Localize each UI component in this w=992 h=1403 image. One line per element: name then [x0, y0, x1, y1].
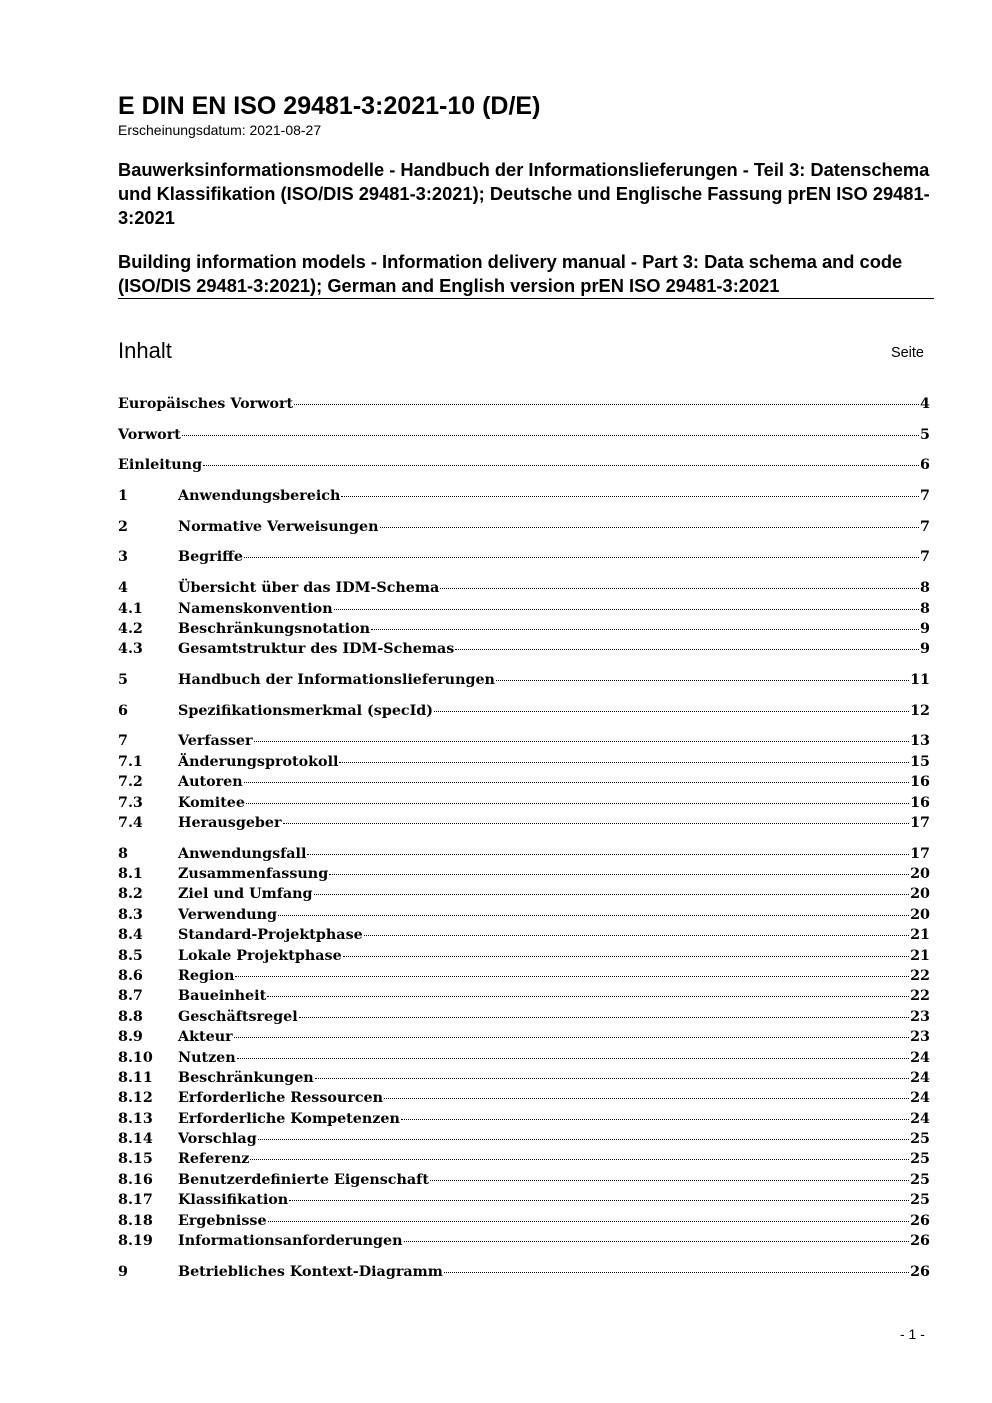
toc-entry-page: 24: [910, 1069, 930, 1086]
toc-entry-page: 26: [910, 1212, 930, 1229]
toc-entry-number: 8.10: [118, 1049, 153, 1066]
toc-dot-leader: [268, 1221, 910, 1222]
toc-entry-label[interactable]: Beschränkungsnotation: [178, 620, 371, 637]
toc-entry-label[interactable]: Komitee: [178, 794, 246, 811]
toc-entry-label[interactable]: Vorwort: [118, 426, 181, 443]
toc-dot-leader: [343, 956, 909, 957]
toc-entry-label[interactable]: Klassifikation: [178, 1192, 289, 1209]
toc-entry-page: 8: [920, 600, 930, 617]
toc-dot-leader: [401, 1119, 909, 1120]
toc-entry-number: 8.4: [118, 927, 143, 944]
toc-entry[interactable]: [118, 1129, 930, 1149]
toc-entry-page: 21: [910, 947, 930, 964]
toc-entry[interactable]: [118, 966, 930, 986]
toc-entry-label[interactable]: Akteur: [178, 1029, 233, 1046]
toc-entry-page: 25: [910, 1131, 930, 1148]
toc-page-column-label: Seite: [890, 345, 924, 361]
toc-entry-label[interactable]: Erforderliche Kompetenzen: [178, 1110, 400, 1127]
toc-entry-number: 3: [118, 549, 128, 566]
toc-entry-page: 5: [920, 426, 930, 443]
toc-entry-number: 8.11: [118, 1069, 153, 1086]
toc-entry[interactable]: [118, 844, 930, 864]
toc-entry-page: 22: [910, 967, 930, 984]
toc-entry[interactable]: [118, 455, 930, 475]
toc-dot-leader: [246, 803, 909, 804]
toc-dot-leader: [289, 1200, 909, 1201]
document-id-title: E DIN EN ISO 29481-3:2021-10 (D/E): [118, 92, 541, 120]
toc-entry-page: 17: [910, 814, 930, 831]
toc-entry[interactable]: [118, 731, 930, 751]
toc-dot-leader: [384, 1098, 909, 1099]
toc-entry-number: 5: [118, 671, 128, 688]
toc-entry-number: 8.7: [118, 988, 143, 1005]
toc-entry[interactable]: [118, 884, 930, 904]
toc-entry-page: 15: [910, 753, 930, 770]
toc-entry-number: 8.9: [118, 1029, 143, 1046]
toc-dot-leader: [283, 823, 910, 824]
toc-entry[interactable]: [118, 1088, 930, 1108]
toc-entry-page: 7: [920, 488, 930, 505]
toc-dot-leader: [258, 1139, 909, 1140]
toc-entry-label[interactable]: Ergebnisse: [178, 1212, 267, 1229]
toc-entry-page: 25: [910, 1192, 930, 1209]
toc-entry-number: 8.14: [118, 1131, 153, 1148]
toc-entry-label[interactable]: Referenz: [178, 1151, 250, 1168]
toc-entry-label[interactable]: Einleitung: [118, 457, 203, 474]
toc-entry-label[interactable]: Europäisches Vorwort: [118, 396, 294, 412]
toc-dot-leader: [299, 1017, 909, 1018]
toc-entry-page: 9: [920, 641, 930, 658]
toc-entry[interactable]: [118, 1190, 930, 1210]
toc-entry[interactable]: [118, 619, 930, 639]
toc-entry-page: 6: [920, 457, 930, 474]
toc-entry-number: 8.3: [118, 906, 143, 923]
toc-entry-label[interactable]: Verwendung: [178, 906, 277, 923]
toc-entry-label[interactable]: Lokale Projektphase: [178, 947, 342, 964]
toc-entry[interactable]: [118, 864, 930, 884]
toc-dot-leader: [455, 649, 919, 650]
toc-entry-number: 8.17: [118, 1192, 153, 1209]
toc-entry-page: 11: [910, 671, 930, 688]
toc-entry[interactable]: [118, 1048, 930, 1068]
toc-entry-page: 24: [910, 1110, 930, 1127]
toc-entry[interactable]: [118, 925, 930, 945]
toc-entry-number: 4.3: [118, 641, 143, 658]
toc-dot-leader: [329, 874, 909, 875]
toc-entry-page: 12: [910, 702, 930, 719]
toc-entry-number: 8.2: [118, 886, 143, 903]
toc-entry-label[interactable]: Beschränkungen: [178, 1069, 314, 1086]
toc-entry-number: 8.16: [118, 1171, 153, 1188]
toc-entry[interactable]: [118, 1149, 930, 1169]
toc-entry-page: 16: [910, 774, 930, 791]
toc-entry-page: 4: [920, 396, 930, 412]
toc-entry[interactable]: [118, 1068, 930, 1088]
toc-entry-page: 20: [910, 906, 930, 923]
toc-entry-page: 7: [920, 518, 930, 535]
toc-dot-leader: [182, 435, 919, 436]
toc-dot-leader: [444, 1272, 909, 1273]
toc-entry-label[interactable]: Übersicht über das IDM-Schema: [178, 580, 440, 597]
toc-entry-page: 22: [910, 988, 930, 1005]
toc-dot-leader: [380, 527, 920, 528]
toc-dot-leader: [267, 996, 909, 997]
toc-dot-leader: [434, 711, 909, 712]
toc-entry-page: 20: [910, 866, 930, 882]
toc-entry-number: 4.2: [118, 620, 143, 637]
title-divider: [118, 298, 934, 299]
toc-entry[interactable]: [118, 946, 930, 966]
toc-dot-leader: [496, 680, 909, 681]
toc-entry-page: 24: [910, 1090, 930, 1107]
toc-entry-label[interactable]: Nutzen: [178, 1049, 236, 1066]
toc-entry-label[interactable]: Ziel und Umfang: [178, 886, 313, 903]
toc-entry-page: 25: [910, 1171, 930, 1188]
toc-entry-number: 7.2: [118, 774, 143, 791]
toc-dot-leader: [371, 629, 919, 630]
toc-entry[interactable]: [118, 1109, 930, 1129]
toc-entry[interactable]: [118, 905, 930, 925]
toc-entry-number: 9: [118, 1263, 128, 1280]
toc-entry[interactable]: [118, 486, 930, 506]
german-title: Bauwerksinformationsmodelle - Handbuch der Informationslieferungen - Teil 3: Datenschema und Klassifikation (ISO/DIS 29481-3:2021); Deutsche und Englische Fassung prEN ISO 29481-3:2021: [118, 159, 930, 228]
toc-entry-number: 8.18: [118, 1212, 153, 1229]
toc-entry-label[interactable]: Begriffe: [178, 549, 243, 566]
toc-entry-number: 4: [118, 580, 128, 597]
toc-entry-number: 8.15: [118, 1151, 153, 1168]
toc-entry-label[interactable]: Erforderliche Ressourcen: [178, 1090, 384, 1107]
toc-dot-leader: [250, 1159, 909, 1160]
toc-dot-leader: [244, 782, 909, 783]
toc-entry[interactable]: [118, 547, 930, 567]
toc-dot-leader: [234, 1037, 909, 1038]
toc-entry-number: 7.3: [118, 794, 143, 811]
toc-entry-label[interactable]: Spezifikationsmerkmal (specId): [178, 702, 434, 719]
toc-entry-number: 8.6: [118, 967, 143, 984]
toc-entry-label[interactable]: Anwendungsbereich: [178, 488, 341, 505]
toc-dot-leader: [404, 1241, 910, 1242]
toc-entry-page: 21: [910, 927, 930, 944]
toc-entry-number: 8.12: [118, 1090, 153, 1107]
toc-dot-leader: [237, 1058, 909, 1059]
toc-entry[interactable]: [118, 425, 930, 445]
toc-entry-number: 6: [118, 702, 128, 719]
toc-dot-leader: [315, 1078, 909, 1079]
toc-entry-label[interactable]: Betriebliches Kontext-Diagramm: [178, 1263, 443, 1280]
toc-entry-label[interactable]: Normative Verweisungen: [178, 518, 379, 535]
toc-dot-leader: [254, 741, 910, 742]
page-number: - 1 -: [900, 1326, 925, 1342]
toc-dot-leader: [235, 976, 909, 977]
toc-dot-leader: [339, 762, 909, 763]
toc-entry-number: 8.13: [118, 1110, 153, 1127]
toc-entry[interactable]: [118, 701, 930, 721]
toc-entry-label[interactable]: Region: [178, 967, 235, 984]
toc-dot-leader: [341, 496, 919, 497]
table-of-contents: [118, 394, 930, 1282]
toc-entry[interactable]: [118, 813, 930, 833]
toc-dot-leader: [364, 935, 909, 936]
toc-entry-page: 13: [910, 733, 930, 750]
toc-entry-number: 7.1: [118, 753, 143, 770]
toc-entry[interactable]: [118, 1262, 930, 1282]
toc-entry-label[interactable]: Geschäftsregel: [178, 1008, 298, 1025]
toc-entry[interactable]: [118, 639, 930, 659]
toc-entry-label[interactable]: Änderungsprotokoll: [178, 753, 339, 770]
toc-entry-page: 8: [920, 580, 930, 597]
toc-entry[interactable]: [118, 793, 930, 813]
toc-dot-leader: [244, 557, 919, 558]
toc-entry-page: 9: [920, 620, 930, 637]
toc-entry-label[interactable]: Standard-Projektphase: [178, 927, 363, 944]
toc-entry[interactable]: [118, 517, 930, 537]
toc-entry-label[interactable]: Vorschlag: [178, 1131, 257, 1148]
toc-entry[interactable]: [118, 986, 930, 1006]
toc-entry-number: 8.5: [118, 947, 143, 964]
toc-entry[interactable]: [118, 670, 930, 690]
toc-dot-leader: [278, 915, 909, 916]
toc-entry-page: 24: [910, 1049, 930, 1066]
toc-entry-number: 7: [118, 733, 128, 750]
toc-dot-leader: [307, 854, 909, 855]
toc-entry-number: 8.19: [118, 1233, 153, 1250]
toc-dot-leader: [314, 894, 910, 895]
toc-dot-leader: [203, 465, 919, 466]
toc-entry-label[interactable]: Verfasser: [178, 733, 253, 750]
toc-entry[interactable]: [118, 1231, 930, 1251]
toc-entry-page: 16: [910, 794, 930, 811]
toc-heading: Inhalt: [118, 338, 172, 363]
toc-entry[interactable]: [118, 1007, 930, 1027]
english-title: Building information models - Information delivery manual - Part 3: Data schema and code (ISO/DIS 29481-3:2021); German and English version prEN ISO 29481-3:2021: [118, 251, 903, 296]
toc-entry-page: 23: [910, 1029, 930, 1046]
toc-entry-label[interactable]: Autoren: [178, 774, 243, 791]
toc-entry-number: 8: [118, 845, 128, 862]
toc-entry-number: 8.1: [118, 866, 143, 882]
toc-entry-label[interactable]: Handbuch der Informationslieferungen: [178, 671, 495, 688]
toc-entry-number: 7.4: [118, 814, 143, 831]
toc-entry-label[interactable]: Baueinheit: [178, 988, 267, 1005]
toc-entry[interactable]: [118, 394, 930, 414]
toc-entry[interactable]: [118, 752, 930, 772]
toc-entry-label[interactable]: Zusammenfassung: [178, 866, 329, 882]
toc-entry-page: 25: [910, 1151, 930, 1168]
toc-entry-number: 8.8: [118, 1008, 143, 1025]
toc-entry-number: 1: [118, 488, 128, 505]
toc-dot-leader: [440, 588, 919, 589]
toc-entry-page: 20: [910, 886, 930, 903]
toc-entry-page: 23: [910, 1008, 930, 1025]
toc-dot-leader: [334, 609, 919, 610]
toc-entry[interactable]: [118, 1027, 930, 1047]
toc-dot-leader: [430, 1180, 909, 1181]
toc-entry-label[interactable]: Gesamtstruktur des IDM-Schemas: [178, 641, 455, 658]
toc-entry[interactable]: [118, 578, 930, 598]
toc-entry[interactable]: [118, 1170, 930, 1190]
toc-entry-label[interactable]: Informationsanforderungen: [178, 1233, 403, 1250]
toc-entry-page: 17: [910, 845, 930, 862]
release-date: Erscheinungsdatum: 2021-08-27: [118, 122, 322, 138]
toc-entry[interactable]: [118, 772, 930, 792]
toc-entry-number: 4.1: [118, 600, 143, 617]
toc-entry-page: 26: [910, 1263, 930, 1280]
toc-entry[interactable]: [118, 599, 930, 619]
toc-dot-leader: [294, 404, 919, 405]
toc-entry-label[interactable]: Herausgeber: [178, 814, 282, 831]
toc-entry-page: 26: [910, 1233, 930, 1250]
toc-entry-label[interactable]: Namenskonvention: [178, 600, 333, 617]
toc-entry-number: 2: [118, 518, 128, 535]
toc-entry[interactable]: [118, 1211, 930, 1231]
toc-entry-label[interactable]: Benutzerdefinierte Eigenschaft: [178, 1171, 429, 1188]
toc-entry-label[interactable]: Anwendungsfall: [178, 845, 307, 862]
toc-entry-page: 7: [920, 549, 930, 566]
